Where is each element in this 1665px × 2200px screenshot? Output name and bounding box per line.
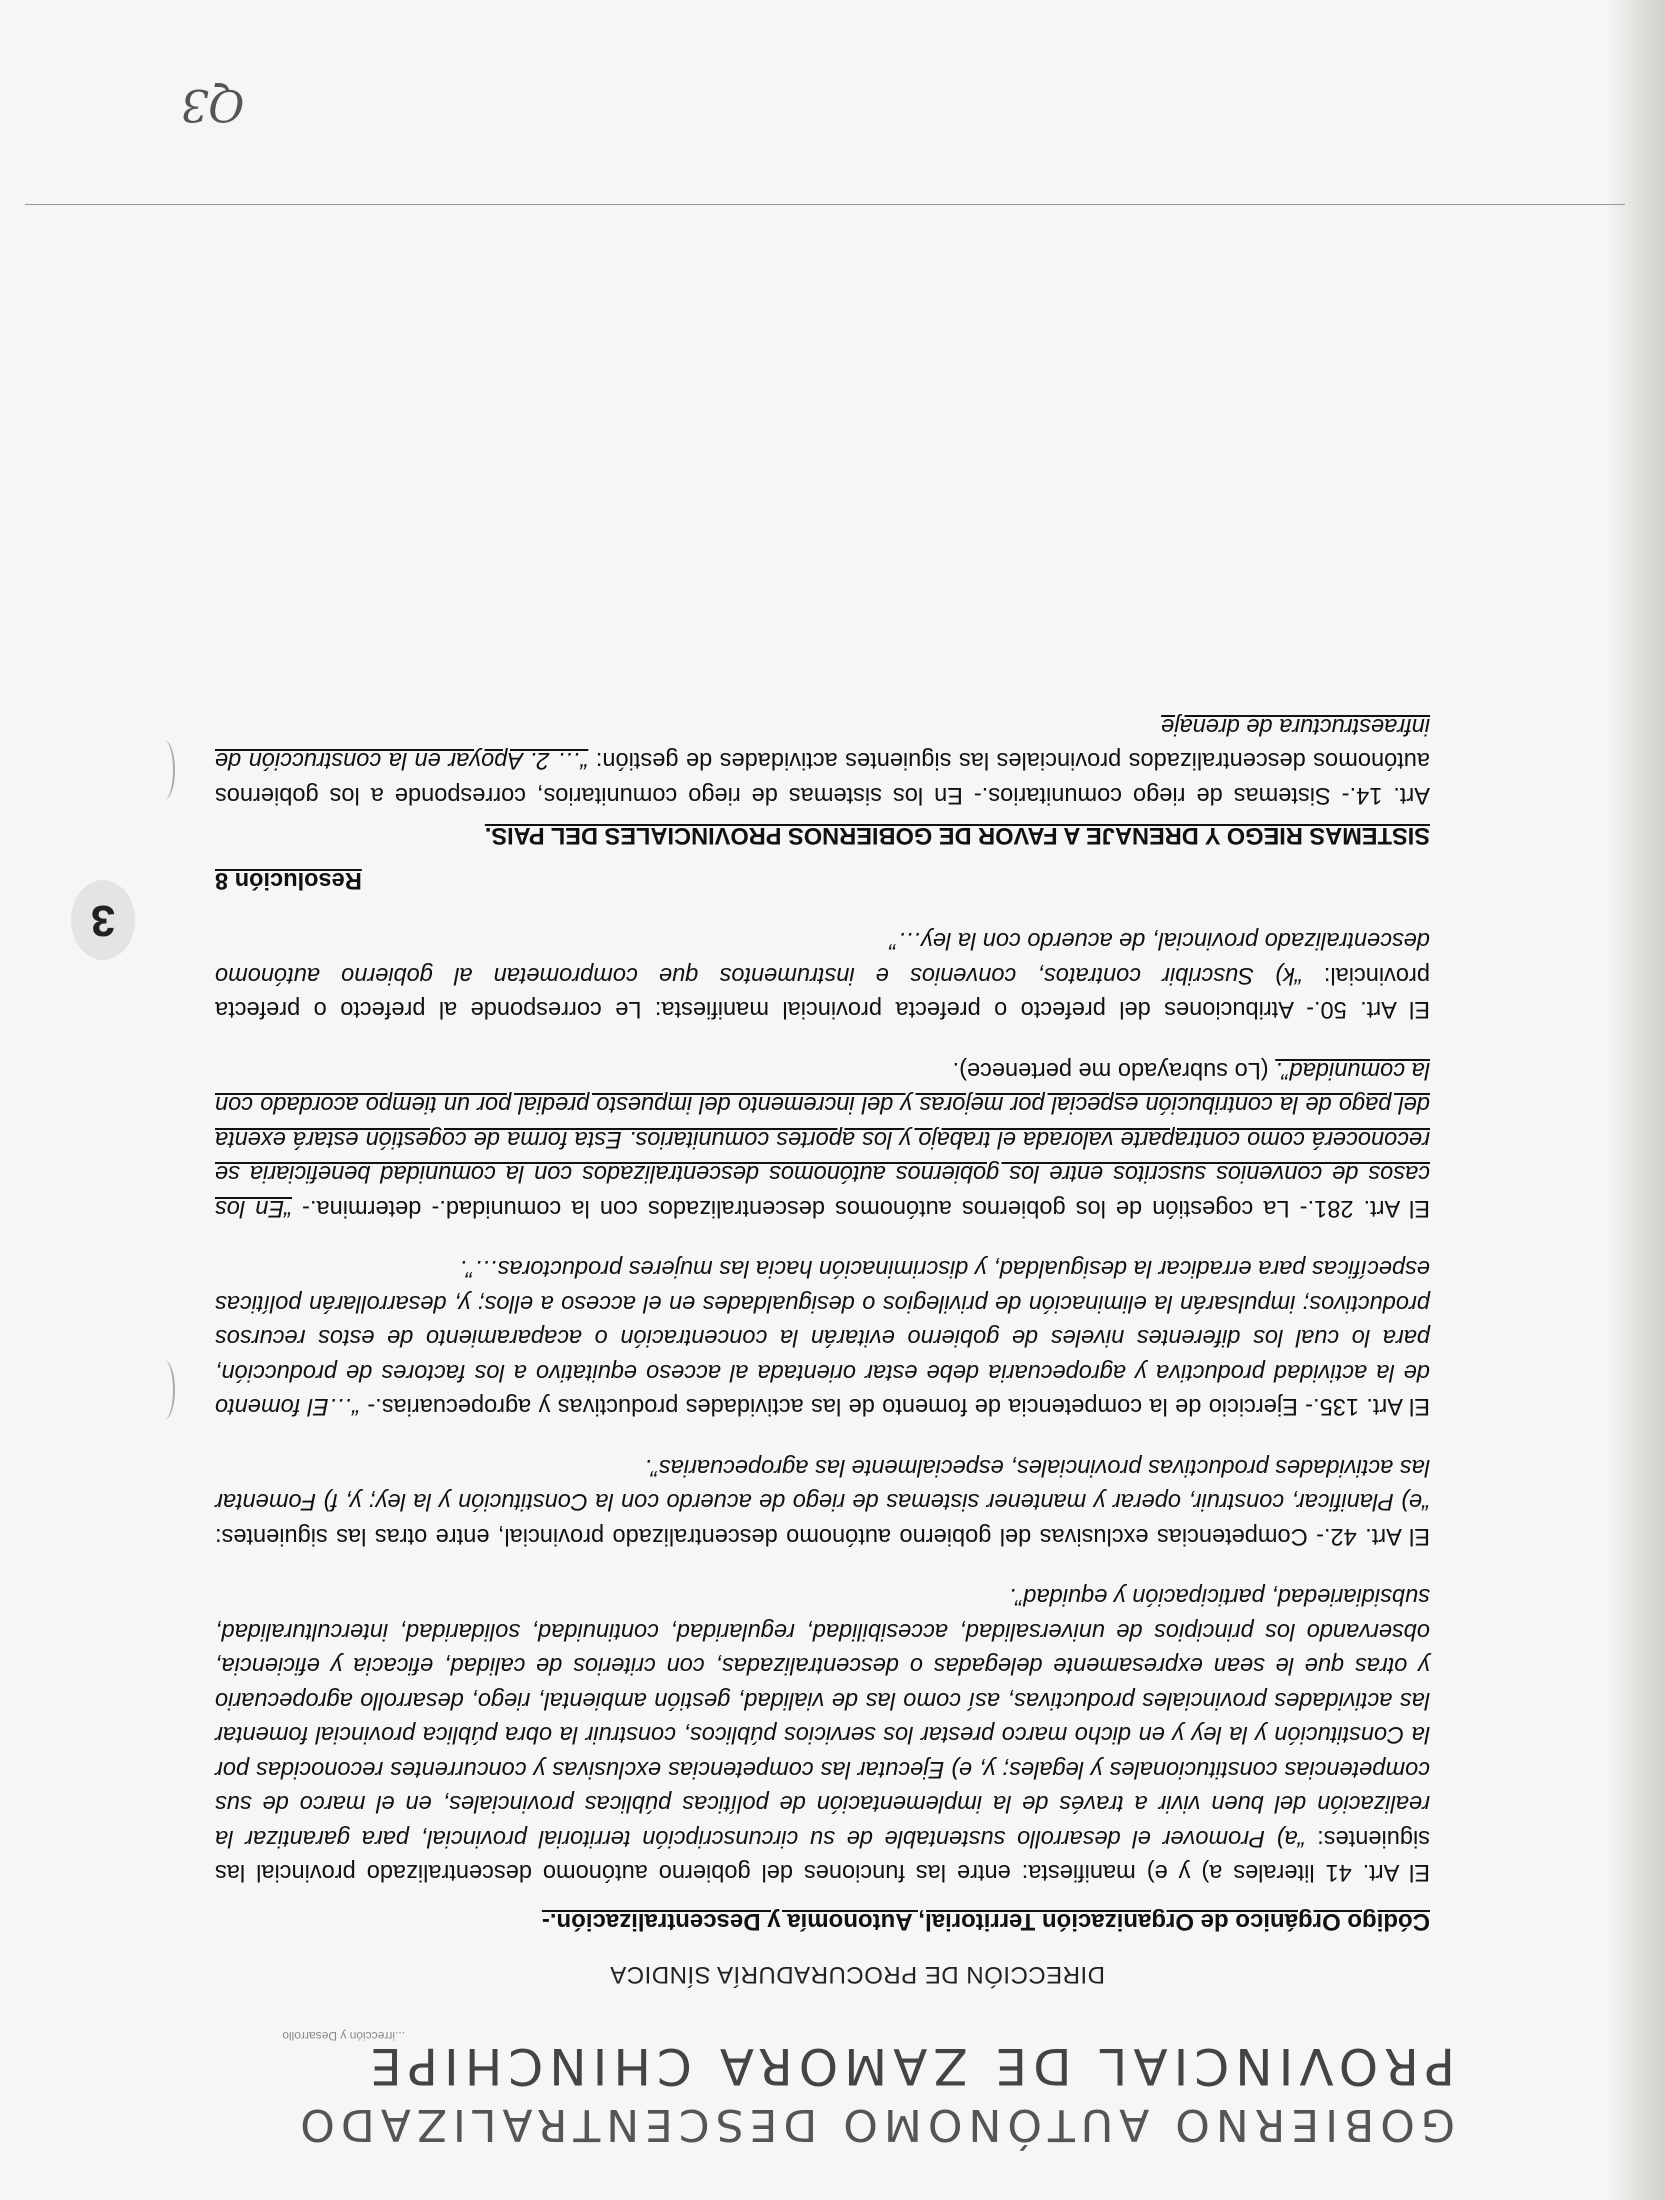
document-body	[215, 683, 1430, 1939]
paragraph-art42	[215, 1450, 1430, 1554]
art50-lead: El Art. 50.- Atribuciones del prefecto o prefecta provincial manifiesta: Le corresponde al prefecto o prefecta provincial:	[215, 962, 1430, 1023]
art41-lead: El Art. 41 literales a) y e) manifiesta: entre las funciones del gobierno autónomo descentralizado provincial las siguientes:	[215, 1825, 1430, 1886]
art281-lead: El Art. 281.- La cogestión de los gobiernos autónomos descentralizados con la comunidad.- determina.-	[291, 1195, 1430, 1221]
art50-quote: “k) Suscribir contratos, convenios e instrumentos que comprometan al gobierno autónomo descentralizado provincial, de acuerdo con la ley…”	[215, 927, 1430, 988]
handwritten-initials: Q3	[180, 79, 245, 130]
department-name: DIRECCIÓN DE PROCURADURÍA SÍNDICA	[609, 1961, 1105, 1988]
punch-hole-mark	[153, 740, 175, 800]
letterhead-line1: GOBIERNO AUTÓNOMO DESCENTRALIZADO	[294, 2099, 1455, 2150]
paragraph-art14	[215, 709, 1430, 813]
art41-quote: “a) Promover el desarrollo sustentable de su circunscripción territorial provincial, para garantizar la realización del buen vivir a través de la implementación de políticas públicas provinciales, en el marco de sus competencias constitucionales y legales; y, e) Ejecutar las competencias exclusivas y concurrentes reconocidas por la Constitución y la ley y en dicho marco prestar los servicios públicos, construir la obra pública provincial fomentar las actividades provinciales productivas, así como las de vialidad, gestión ambiental, riego, desarrollo agropecuario y otras que le sean expresamente delegadas o descentralizadas, con criterios de calidad, eficacia y eficiencia, observando los principios de universalidad, accesibilidad, regularidad, continuidad, solidaridad, interculturalidad, subsidiariedad, participación y equidad”.	[214, 1583, 1430, 1851]
art42-quote: “e) Planificar, construir, operar y mantener sistemas de riego de acuerdo con la Constitución y la ley; y, f) Fomentar las actividades productivas provinciales, especialmente las agropecuarias”.	[215, 1454, 1430, 1515]
art14-quote: “… 2. Apoyar en la construcción de infraestructura de drenaje	[215, 713, 1430, 774]
letterhead	[155, 2029, 1455, 2150]
cootad-title: Código Orgánico de Organización Territorial, Autonomía y Descentralización.-	[541, 1908, 1430, 1935]
paragraph-art135	[215, 1251, 1430, 1424]
paragraph-art41	[215, 1579, 1430, 1890]
resolution-label: Resolución 8	[215, 867, 362, 893]
scan-edge-shadow	[1605, 0, 1665, 2200]
art14-lead: Art. 14.- Sistemas de riego comunitarios.- En los sistemas de riego comunitarios, corresponde a los gobiernos autónomos descentralizados provinciales las siguientes actividades de gestión:	[215, 747, 1430, 808]
art281-quote: “En los casos de convenios suscritos entre los gobiernos autónomos descentralizados con la comunidad beneficiaria se reconocerá como contraparte valorada el trabajo y los aportes comunitarios. Esta forma de cogestión estará exenta del pago de la contribución especial por mejoras y del incremento del impuesto predial por un tiempo acordado con la comunidad”.	[215, 1057, 1430, 1221]
art135-quote: “…El fomento de la actividad productiva y agropecuaria debe estar orientada al acceso equitativo a los factores de producción, para lo cual los diferentes niveles de gobierno evitarán la concentración o acaparamiento de estos recursos productivos; impulsarán la eliminación de privilegios o desigualdades en el acceso a ellos; y, desarrollarán políticas específicas para erradicar la desigualdad, y discriminación hacia las mujeres productoras…”.	[215, 1255, 1430, 1420]
paragraph-art281	[215, 1053, 1430, 1226]
page-divider-line	[25, 204, 1625, 205]
art42-lead: El Art. 42.- Competencias exclusivas del gobierno autónomo descentralizado provincial, entre otras las siguientes:	[215, 1523, 1430, 1549]
punch-hole-mark	[153, 1360, 175, 1420]
resolution-title: SISTEMAS RIEGO Y DRENAJE A FAVOR DE GOBIERNOS PROVINCIALES DEL PAIS.	[484, 822, 1430, 849]
letterhead-subline: ...irrección y Desarrollo	[282, 2029, 405, 2043]
paragraph-art50	[215, 923, 1430, 1027]
page-number-badge: 3	[71, 880, 135, 960]
letterhead-line2: PROVINCIAL DE ZAMORA CHINCHIPE	[364, 2037, 1455, 2095]
art281-note: (Lo subrayado me pertenece).	[952, 1057, 1276, 1083]
art135-lead: El Art. 135.- Ejercicio de la competencia de fomento de las actividades productivas y agropecuarias.-	[360, 1393, 1430, 1420]
